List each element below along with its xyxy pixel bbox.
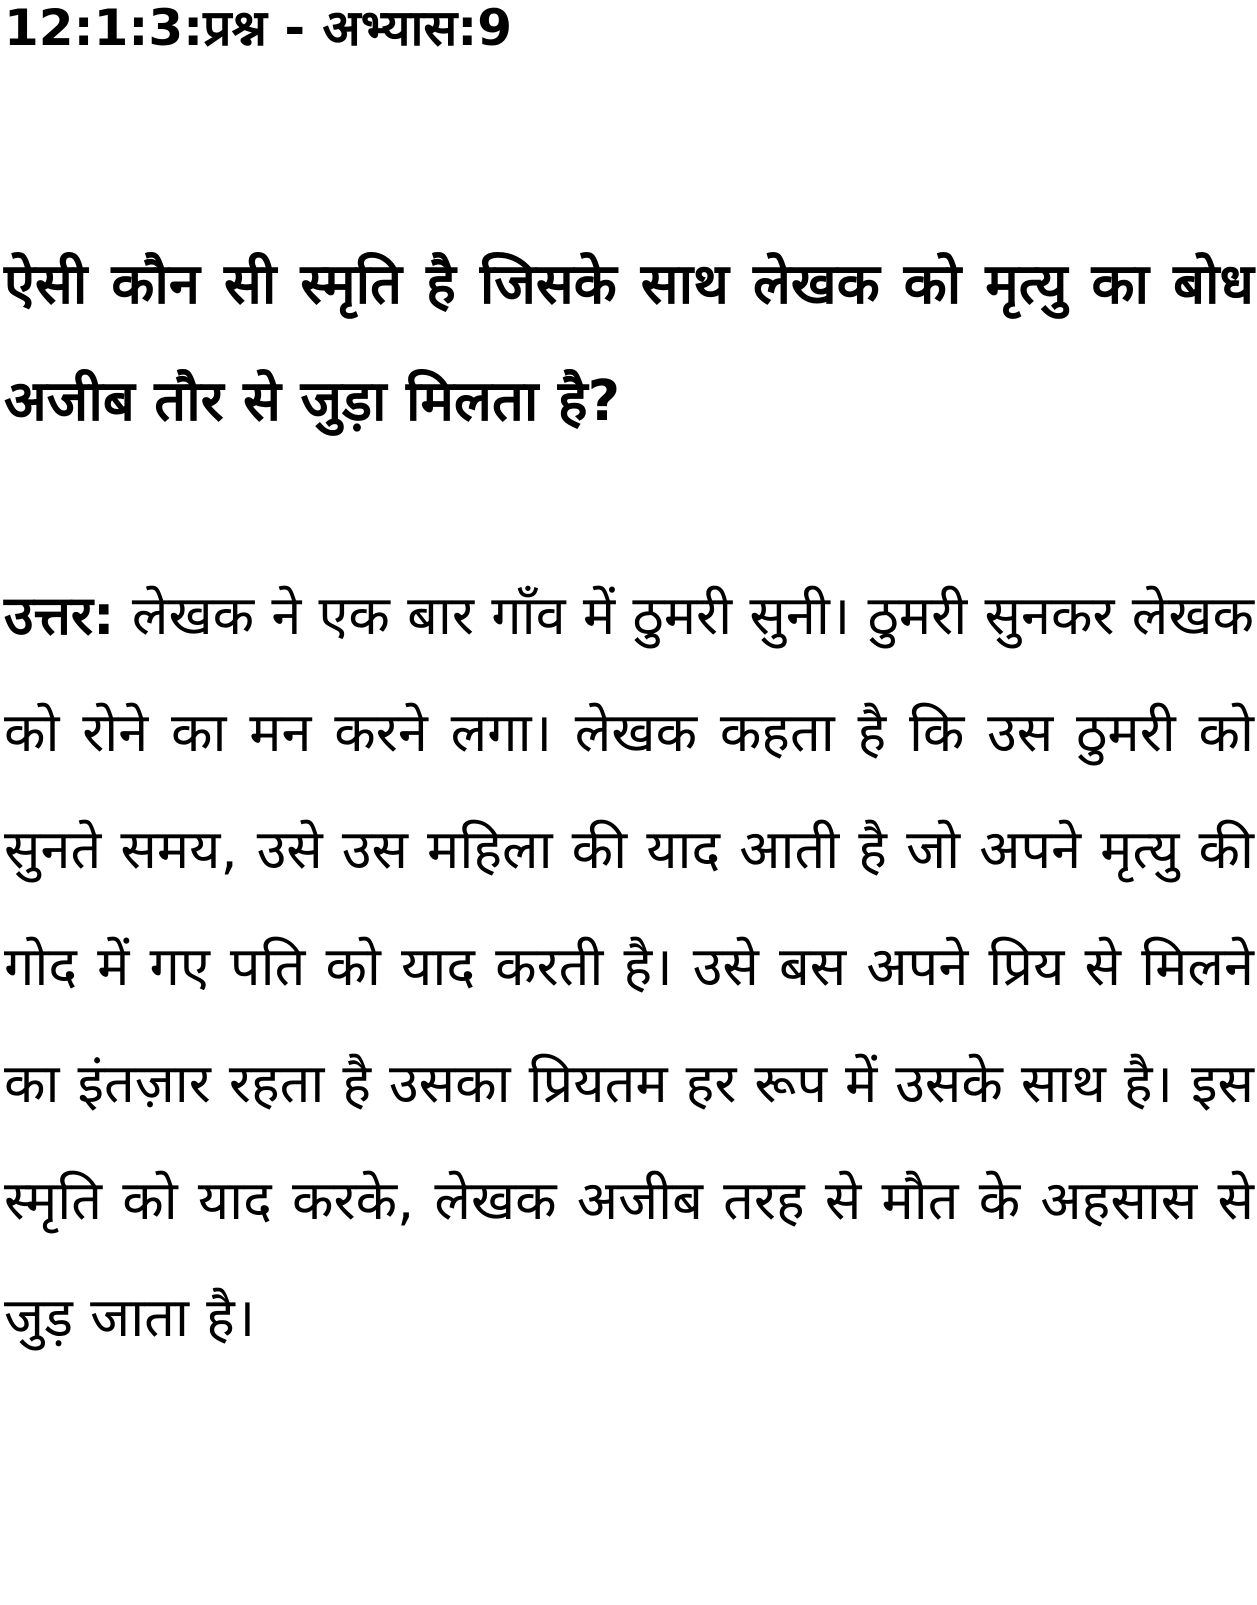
answer-text: लेखक ने एक बार गाँव में ठुमरी सुनी। ठुमरी सुनकर लेखक को रोने का मन करने लगा। लेखक कहता है कि उस ठुमरी को सुनते समय, उसे उस महिला की याद आती है जो अपने मृत्यु की गोद में गए पति को याद करती है। उसे बस अपने प्रिय से मिलने का इंतज़ार रहता है उसका प्रियतम हर रूप में उसके साथ है। इस स्मृति को याद करके, लेखक अजीब तरह से मौत के अहसास से जुड़ जाता है।: [4, 584, 1254, 1349]
answer-paragraph: [4, 557, 1254, 1376]
answer-label: उत्तर:: [4, 584, 115, 647]
question-text: ऐसी कौन सी स्मृति है जिसके साथ लेखक को मृत्यु का बोध अजीब तौर से जुड़ा मिलता है?: [4, 252, 1254, 434]
page-title: 12:1:3:प्रश्न - अभ्यास:9: [4, 0, 513, 57]
